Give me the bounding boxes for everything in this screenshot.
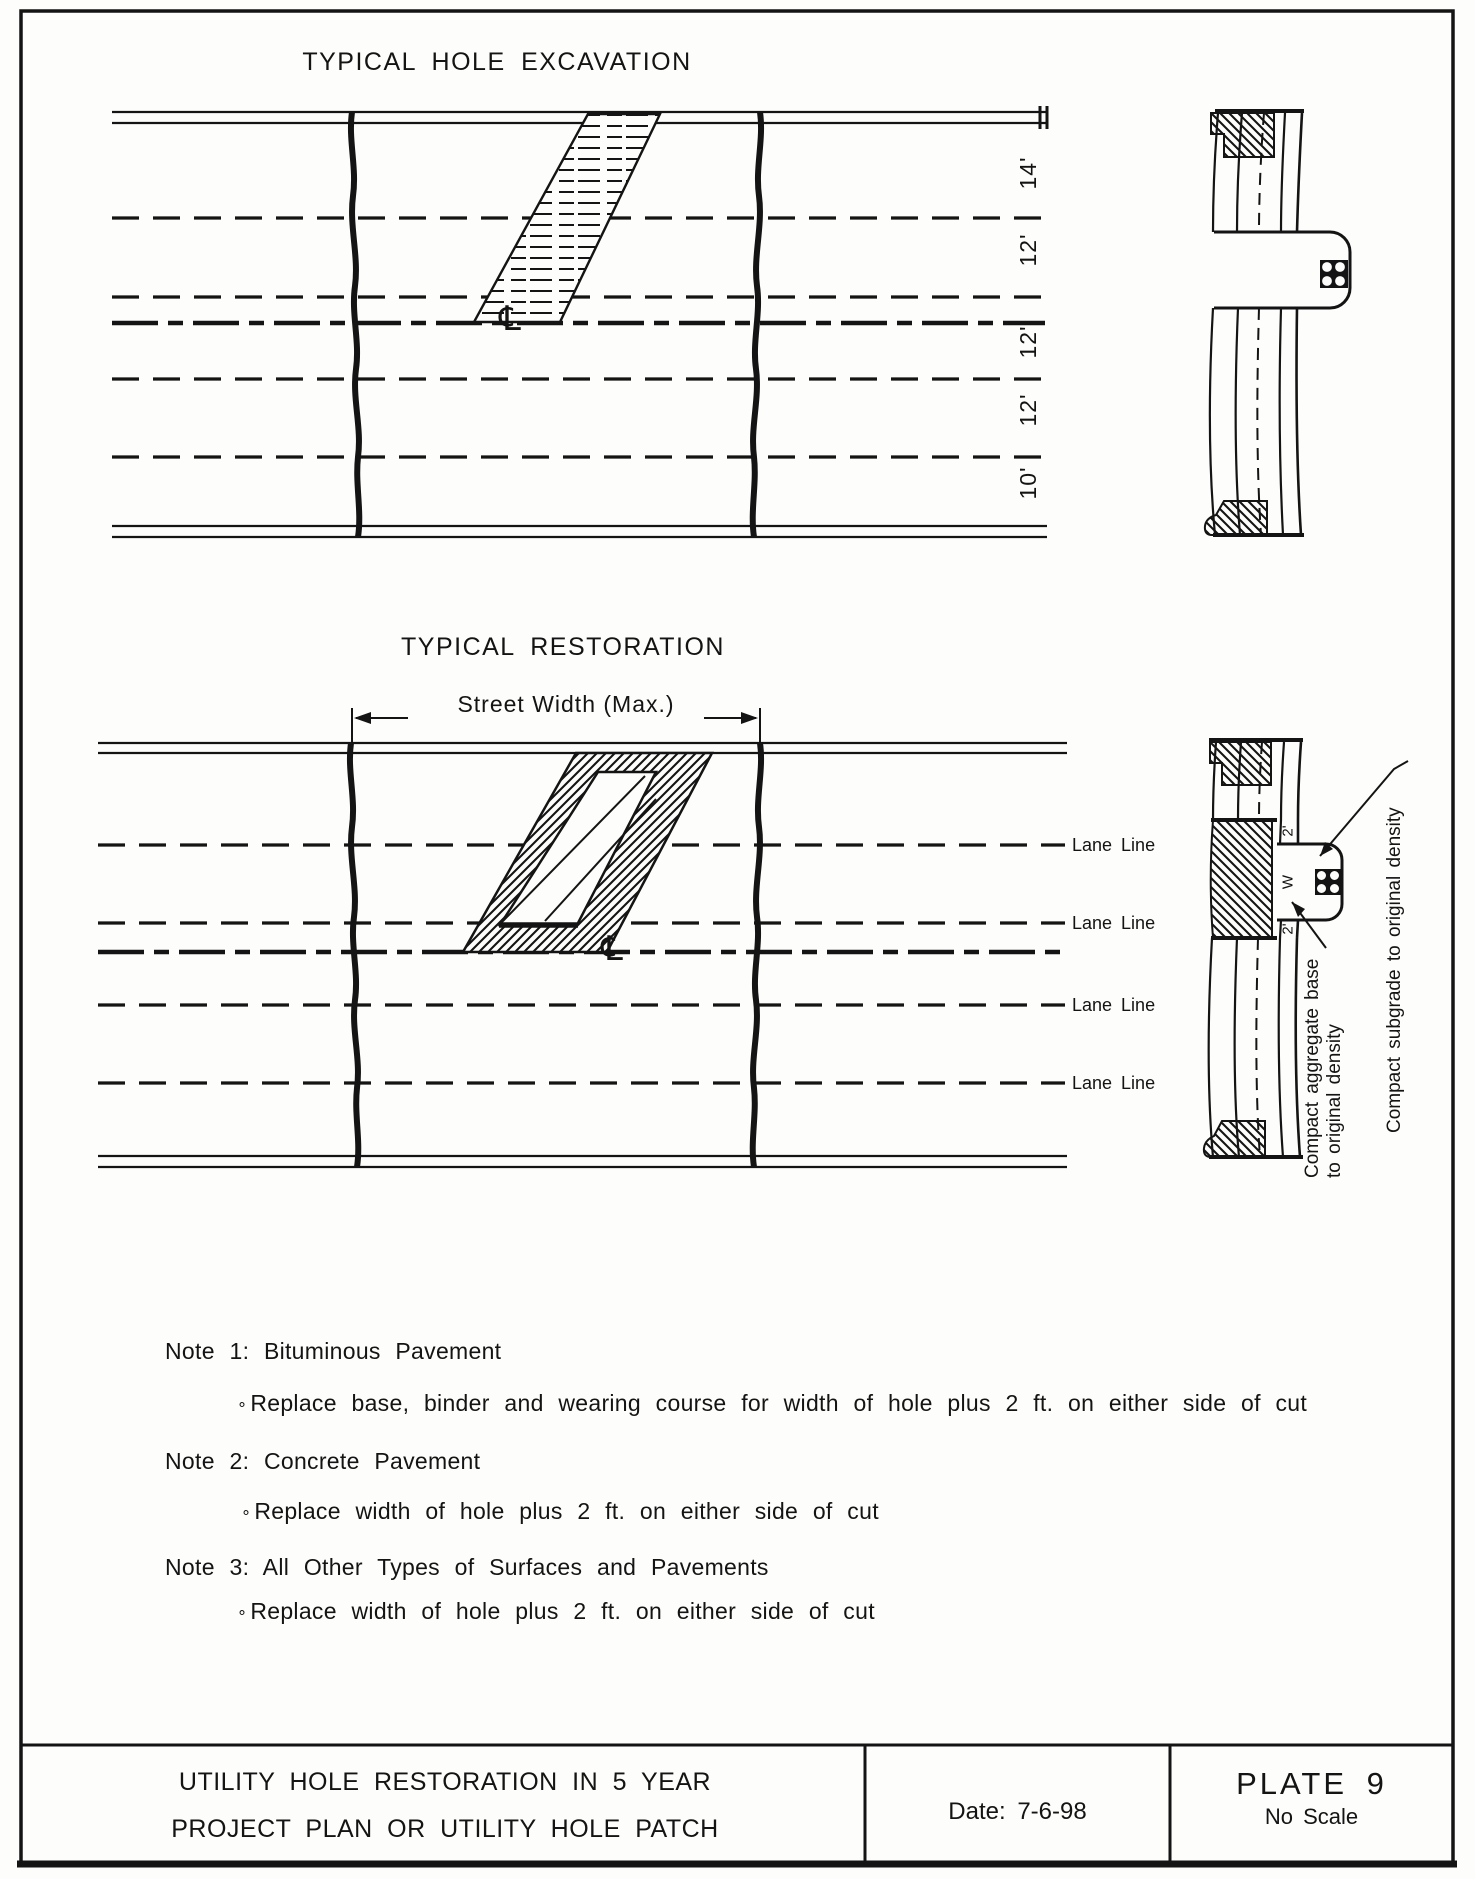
aggregate-annotation: [1302, 959, 1345, 1178]
patch-dim-2ft-top: 2': [1279, 825, 1297, 837]
title-block-plate: PLATE 9: [1236, 1766, 1387, 1801]
excavation-centerline-symbol: ℄: [499, 299, 521, 339]
note-2-bullet: ∘ Replace width of hole plus 2 ft. on either side of cut: [241, 1498, 879, 1524]
restoration-title: TYPICAL RESTORATION: [401, 633, 725, 661]
street-width-label: Street Width (Max.): [457, 691, 675, 717]
excavation-plan: [112, 48, 1047, 537]
note-3-heading: Note 3: All Other Types of Surfaces and Pavements: [165, 1554, 769, 1580]
aggregate-annotation-line2: to original density: [1324, 1024, 1345, 1178]
bullet-icon: ∘: [237, 1604, 248, 1621]
excavation-section-detail: [1205, 111, 1350, 535]
title-block-line1: UTILITY HOLE RESTORATION IN 5 YEAR: [178, 1768, 712, 1796]
patch-dim-w: W: [1279, 874, 1297, 890]
subgrade-annotation-text: Compact subgrade to original density: [1384, 807, 1405, 1133]
note-1-heading: Note 1: Bituminous Pavement: [165, 1338, 502, 1364]
subgrade-annotation: [1384, 807, 1405, 1133]
lane-line-label-2: Lane Line: [1072, 913, 1156, 933]
curb-hatch-top: [1211, 113, 1274, 157]
restoration-plan: [98, 633, 1155, 1167]
lane-dim-12a: 12': [1015, 233, 1041, 267]
note-2-heading: Note 2: Concrete Pavement: [165, 1448, 481, 1474]
curb-hatch-bottom2: [1204, 1121, 1265, 1157]
curb-hatch-bottom: [1205, 501, 1267, 535]
excavation-lane-dimensions: [1015, 157, 1041, 500]
manhole-symbol: [1320, 260, 1348, 288]
patch-dim-2ft-bottom: 2': [1279, 923, 1297, 935]
lane-dim-14: 14': [1015, 156, 1041, 190]
lane-line-callouts: [1072, 835, 1155, 1093]
lane-line-label-4: Lane Line: [1072, 1073, 1156, 1093]
title-block-line2: PROJECT PLAN OR UTILITY HOLE PATCH: [171, 1815, 719, 1843]
excavation-title: TYPICAL HOLE EXCAVATION: [302, 48, 692, 76]
manhole-symbol2: [1315, 869, 1341, 895]
bullet-icon: ∘: [237, 1396, 248, 1413]
bullet-icon: ∘: [241, 1504, 252, 1521]
note-3-bullet: ∘ Replace width of hole plus 2 ft. on either side of cut: [237, 1598, 875, 1624]
lane-dim-12c: 12': [1015, 393, 1041, 427]
restoration-centerline-symbol: ℄: [601, 929, 623, 969]
lane-line-label-1: Lane Line: [1072, 835, 1156, 855]
lane-dim-10: 10': [1015, 466, 1041, 500]
restoration-section-detail: [1204, 740, 1408, 1178]
lane-line-label-3: Lane Line: [1072, 995, 1156, 1015]
curb-hatch-top2: [1210, 742, 1271, 785]
aggregate-annotation-line1: Compact aggregate base: [1302, 958, 1323, 1178]
patch-hatch-block: [1211, 820, 1272, 938]
note-1-bullet: ∘ Replace base, binder and wearing course for width of hole plus 2 ft. on either side of cut: [237, 1390, 1308, 1416]
title-block-scale: No Scale: [1264, 1804, 1359, 1829]
lane-dim-12b: 12': [1015, 325, 1041, 359]
title-block-date: Date: 7-6-98: [948, 1798, 1087, 1825]
